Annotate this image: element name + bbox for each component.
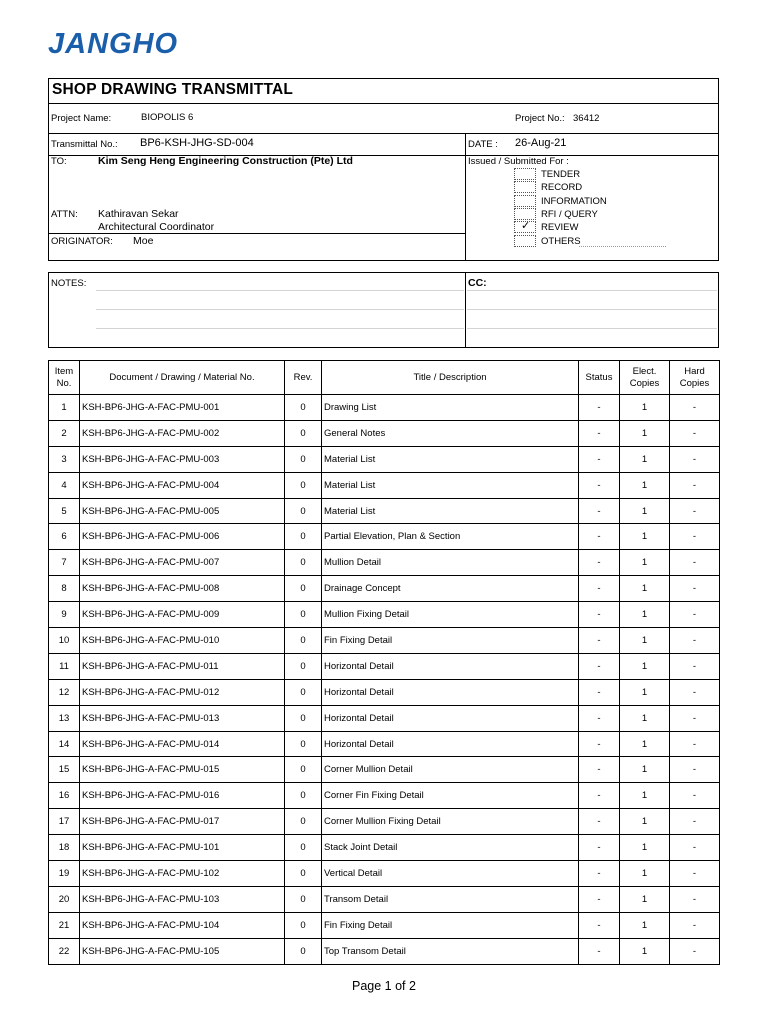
cell-title: Transom Detail (322, 886, 579, 912)
cell-status: - (579, 602, 620, 628)
cell-rev: 0 (285, 602, 322, 628)
cell-rev: 0 (285, 757, 322, 783)
cell-hard-copies: - (670, 472, 720, 498)
cell-document-no: KSH-BP6-JHG-A-FAC-PMU-009 (80, 602, 285, 628)
cell-hard-copies: - (670, 861, 720, 887)
cell-rev: 0 (285, 731, 322, 757)
cell-hard-copies: - (670, 524, 720, 550)
cell-rev: 0 (285, 705, 322, 731)
table-row (49, 809, 720, 835)
option-tender-label: TENDER (541, 169, 581, 180)
table-row (49, 938, 720, 964)
cell-status: - (579, 886, 620, 912)
cell-elect-copies: 1 (620, 420, 670, 446)
cell-document-no: KSH-BP6-JHG-A-FAC-PMU-105 (80, 938, 285, 964)
cell-document-no: KSH-BP6-JHG-A-FAC-PMU-005 (80, 498, 285, 524)
cell-item-no: 6 (49, 524, 80, 550)
table-row (49, 731, 720, 757)
cell-item-no: 5 (49, 498, 80, 524)
cell-item-no: 10 (49, 628, 80, 654)
cell-elect-copies: 1 (620, 809, 670, 835)
cell-rev: 0 (285, 912, 322, 938)
cell-elect-copies: 1 (620, 576, 670, 602)
checkbox-review[interactable] (514, 221, 536, 233)
cell-title: Mullion Detail (322, 550, 579, 576)
cell-hard-copies: - (670, 731, 720, 757)
attn-label: ATTN: (51, 209, 78, 220)
cell-document-no: KSH-BP6-JHG-A-FAC-PMU-007 (80, 550, 285, 576)
originator-label: ORIGINATOR: (51, 236, 113, 247)
cell-rev: 0 (285, 653, 322, 679)
cell-elect-copies: 1 (620, 602, 670, 628)
cell-document-no: KSH-BP6-JHG-A-FAC-PMU-004 (80, 472, 285, 498)
cell-document-no: KSH-BP6-JHG-A-FAC-PMU-010 (80, 628, 285, 654)
cell-elect-copies: 1 (620, 446, 670, 472)
cell-status: - (579, 731, 620, 757)
cell-title: General Notes (322, 420, 579, 446)
cell-title: Horizontal Detail (322, 679, 579, 705)
cell-hard-copies: - (670, 835, 720, 861)
cell-title: Fin Fixing Detail (322, 912, 579, 938)
cell-elect-copies: 1 (620, 705, 670, 731)
divider (465, 133, 466, 261)
cell-title: Material List (322, 446, 579, 472)
cell-status: - (579, 628, 620, 654)
notes-label: NOTES: (51, 278, 87, 289)
transmittal-no-label: Transmittal No.: (51, 139, 118, 150)
table-row (49, 524, 720, 550)
cell-document-no: KSH-BP6-JHG-A-FAC-PMU-008 (80, 576, 285, 602)
cell-elect-copies: 1 (620, 628, 670, 654)
cell-rev: 0 (285, 498, 322, 524)
cell-document-no: KSH-BP6-JHG-A-FAC-PMU-012 (80, 679, 285, 705)
cell-status: - (579, 550, 620, 576)
cell-document-no: KSH-BP6-JHG-A-FAC-PMU-017 (80, 809, 285, 835)
cell-elect-copies: 1 (620, 783, 670, 809)
cell-hard-copies: - (670, 395, 720, 421)
cell-document-no: KSH-BP6-JHG-A-FAC-PMU-011 (80, 653, 285, 679)
project-no-value: 36412 (573, 113, 600, 124)
cell-rev: 0 (285, 446, 322, 472)
cell-hard-copies: - (670, 446, 720, 472)
cell-document-no: KSH-BP6-JHG-A-FAC-PMU-013 (80, 705, 285, 731)
table-row (49, 886, 720, 912)
option-rfi-query-label: RFI / QUERY (541, 209, 598, 220)
cell-title: Corner Mullion Detail (322, 757, 579, 783)
cell-item-no: 14 (49, 731, 80, 757)
cell-item-no: 1 (49, 395, 80, 421)
cell-status: - (579, 861, 620, 887)
header-document-no: Document / Drawing / Material No. (80, 361, 285, 395)
cell-elect-copies: 1 (620, 395, 670, 421)
cell-status: - (579, 912, 620, 938)
cell-hard-copies: - (670, 498, 720, 524)
project-name-value: BIOPOLIS 6 (141, 112, 194, 123)
cell-status: - (579, 757, 620, 783)
checkbox-information[interactable] (514, 195, 536, 207)
cell-hard-copies: - (670, 602, 720, 628)
header-rev: Rev. (285, 361, 322, 395)
cell-elect-copies: 1 (620, 861, 670, 887)
cell-elect-copies: 1 (620, 653, 670, 679)
checkbox-record[interactable] (514, 181, 536, 193)
cell-status: - (579, 653, 620, 679)
cell-status: - (579, 835, 620, 861)
cell-elect-copies: 1 (620, 938, 670, 964)
table-row (49, 912, 720, 938)
notes-line (96, 309, 464, 310)
cell-document-no: KSH-BP6-JHG-A-FAC-PMU-101 (80, 835, 285, 861)
notes-line (96, 290, 464, 291)
cell-rev: 0 (285, 886, 322, 912)
to-value: Kim Seng Heng Engineering Construction (Pte) Ltd (98, 155, 353, 167)
cell-document-no: KSH-BP6-JHG-A-FAC-PMU-104 (80, 912, 285, 938)
cell-title: Partial Elevation, Plan & Section (322, 524, 579, 550)
option-others-label: OTHERS (541, 236, 581, 247)
date-label: DATE : (468, 139, 498, 150)
cell-item-no: 19 (49, 861, 80, 887)
header-hard-copies: Hard Copies (670, 361, 720, 395)
check-mark-icon: ✓ (521, 220, 531, 232)
cell-title: Drawing List (322, 395, 579, 421)
cell-rev: 0 (285, 809, 322, 835)
cell-item-no: 13 (49, 705, 80, 731)
cell-elect-copies: 1 (620, 550, 670, 576)
checkbox-tender[interactable] (514, 168, 536, 180)
cell-item-no: 22 (49, 938, 80, 964)
cell-rev: 0 (285, 576, 322, 602)
cell-elect-copies: 1 (620, 835, 670, 861)
cell-hard-copies: - (670, 576, 720, 602)
project-name-label: Project Name: (51, 113, 112, 124)
table-row (49, 861, 720, 887)
cell-elect-copies: 1 (620, 472, 670, 498)
cell-elect-copies: 1 (620, 731, 670, 757)
cell-rev: 0 (285, 395, 322, 421)
cell-document-no: KSH-BP6-JHG-A-FAC-PMU-015 (80, 757, 285, 783)
cc-line (467, 328, 717, 329)
cell-hard-copies: - (670, 757, 720, 783)
table-row (49, 550, 720, 576)
cell-hard-copies: - (670, 783, 720, 809)
notes-box (48, 272, 719, 348)
cell-document-no: KSH-BP6-JHG-A-FAC-PMU-103 (80, 886, 285, 912)
cell-rev: 0 (285, 835, 322, 861)
transmittal-no-value: BP6-KSH-JHG-SD-004 (140, 137, 254, 149)
cell-item-no: 3 (49, 446, 80, 472)
cell-status: - (579, 472, 620, 498)
cell-document-no: KSH-BP6-JHG-A-FAC-PMU-016 (80, 783, 285, 809)
cell-elect-copies: 1 (620, 679, 670, 705)
attn-role: Architectural Coordinator (98, 221, 215, 233)
cell-title: Horizontal Detail (322, 705, 579, 731)
cell-item-no: 15 (49, 757, 80, 783)
table-row (49, 420, 720, 446)
cell-hard-copies: - (670, 886, 720, 912)
cell-document-no: KSH-BP6-JHG-A-FAC-PMU-002 (80, 420, 285, 446)
checkbox-others[interactable] (514, 235, 536, 247)
table-row (49, 653, 720, 679)
cell-title: Material List (322, 498, 579, 524)
notes-line (96, 328, 464, 329)
header-item-no: Item No. (49, 361, 80, 395)
table-row (49, 835, 720, 861)
cell-hard-copies: - (670, 653, 720, 679)
cell-title: Corner Mullion Fixing Detail (322, 809, 579, 835)
cell-item-no: 8 (49, 576, 80, 602)
project-no-label: Project No.: (515, 113, 565, 124)
cell-elect-copies: 1 (620, 886, 670, 912)
cell-item-no: 2 (49, 420, 80, 446)
cell-status: - (579, 938, 620, 964)
cell-item-no: 17 (49, 809, 80, 835)
cell-rev: 0 (285, 524, 322, 550)
others-underline (579, 246, 666, 247)
cell-title: Vertical Detail (322, 861, 579, 887)
originator-value: Moe (133, 235, 154, 247)
cell-title: Horizontal Detail (322, 653, 579, 679)
cell-elect-copies: 1 (620, 498, 670, 524)
cell-title: Fin Fixing Detail (322, 628, 579, 654)
cell-rev: 0 (285, 420, 322, 446)
header-elect-copies: Elect. Copies (620, 361, 670, 395)
cell-status: - (579, 705, 620, 731)
cell-item-no: 11 (49, 653, 80, 679)
cell-hard-copies: - (670, 938, 720, 964)
table-row (49, 576, 720, 602)
cc-line (467, 290, 717, 291)
option-review-label: REVIEW (541, 222, 579, 233)
cell-document-no: KSH-BP6-JHG-A-FAC-PMU-102 (80, 861, 285, 887)
cell-title: Mullion Fixing Detail (322, 602, 579, 628)
attn-name: Kathiravan Sekar (98, 208, 179, 220)
cell-status: - (579, 576, 620, 602)
cell-elect-copies: 1 (620, 912, 670, 938)
cell-status: - (579, 524, 620, 550)
cell-hard-copies: - (670, 809, 720, 835)
cell-title: Horizontal Detail (322, 731, 579, 757)
cell-rev: 0 (285, 861, 322, 887)
option-information-label: INFORMATION (541, 196, 607, 207)
cell-status: - (579, 783, 620, 809)
cell-item-no: 16 (49, 783, 80, 809)
company-logo: JANGHO (48, 28, 179, 60)
table-row (49, 783, 720, 809)
cell-item-no: 18 (49, 835, 80, 861)
cell-rev: 0 (285, 679, 322, 705)
divider (48, 233, 465, 234)
cell-item-no: 12 (49, 679, 80, 705)
cc-line (467, 309, 717, 310)
cell-hard-copies: - (670, 628, 720, 654)
cell-title: Drainage Concept (322, 576, 579, 602)
cell-item-no: 7 (49, 550, 80, 576)
cell-elect-copies: 1 (620, 524, 670, 550)
cell-title: Corner Fin Fixing Detail (322, 783, 579, 809)
cell-status: - (579, 446, 620, 472)
cell-hard-copies: - (670, 705, 720, 731)
cell-title: Top Transom Detail (322, 938, 579, 964)
table-row (49, 395, 720, 421)
page-title: SHOP DRAWING TRANSMITTAL (52, 81, 294, 98)
divider (48, 133, 719, 134)
cell-rev: 0 (285, 938, 322, 964)
cell-elect-copies: 1 (620, 757, 670, 783)
header-title: Title / Description (322, 361, 579, 395)
cc-label: CC: (468, 277, 487, 289)
cell-document-no: KSH-BP6-JHG-A-FAC-PMU-003 (80, 446, 285, 472)
divider (48, 103, 719, 104)
to-label: TO: (51, 156, 67, 167)
table-row (49, 705, 720, 731)
cell-document-no: KSH-BP6-JHG-A-FAC-PMU-001 (80, 395, 285, 421)
cell-status: - (579, 395, 620, 421)
cell-title: Material List (322, 472, 579, 498)
cell-rev: 0 (285, 783, 322, 809)
table-row (49, 628, 720, 654)
items-table (48, 360, 720, 965)
cell-hard-copies: - (670, 912, 720, 938)
cell-hard-copies: - (670, 420, 720, 446)
cell-rev: 0 (285, 628, 322, 654)
table-header-row (49, 361, 720, 395)
cell-item-no: 21 (49, 912, 80, 938)
cell-document-no: KSH-BP6-JHG-A-FAC-PMU-014 (80, 731, 285, 757)
cell-hard-copies: - (670, 550, 720, 576)
checkbox-rfi-query[interactable] (514, 208, 536, 220)
cell-rev: 0 (285, 550, 322, 576)
table-row (49, 757, 720, 783)
cell-document-no: KSH-BP6-JHG-A-FAC-PMU-006 (80, 524, 285, 550)
table-row (49, 498, 720, 524)
cell-item-no: 9 (49, 602, 80, 628)
option-record-label: RECORD (541, 182, 583, 193)
header-status: Status (579, 361, 620, 395)
issued-label: Issued / Submitted For : (468, 156, 569, 167)
divider (465, 272, 466, 348)
cell-title: Stack Joint Detail (322, 835, 579, 861)
cell-status: - (579, 809, 620, 835)
table-row (49, 472, 720, 498)
table-row (49, 602, 720, 628)
cell-item-no: 4 (49, 472, 80, 498)
table-row (49, 679, 720, 705)
cell-status: - (579, 498, 620, 524)
cell-status: - (579, 679, 620, 705)
page-number: Page 1 of 2 (352, 979, 416, 993)
cell-rev: 0 (285, 472, 322, 498)
cell-status: - (579, 420, 620, 446)
date-value: 26-Aug-21 (515, 137, 567, 149)
table-row (49, 446, 720, 472)
cell-hard-copies: - (670, 679, 720, 705)
cell-item-no: 20 (49, 886, 80, 912)
